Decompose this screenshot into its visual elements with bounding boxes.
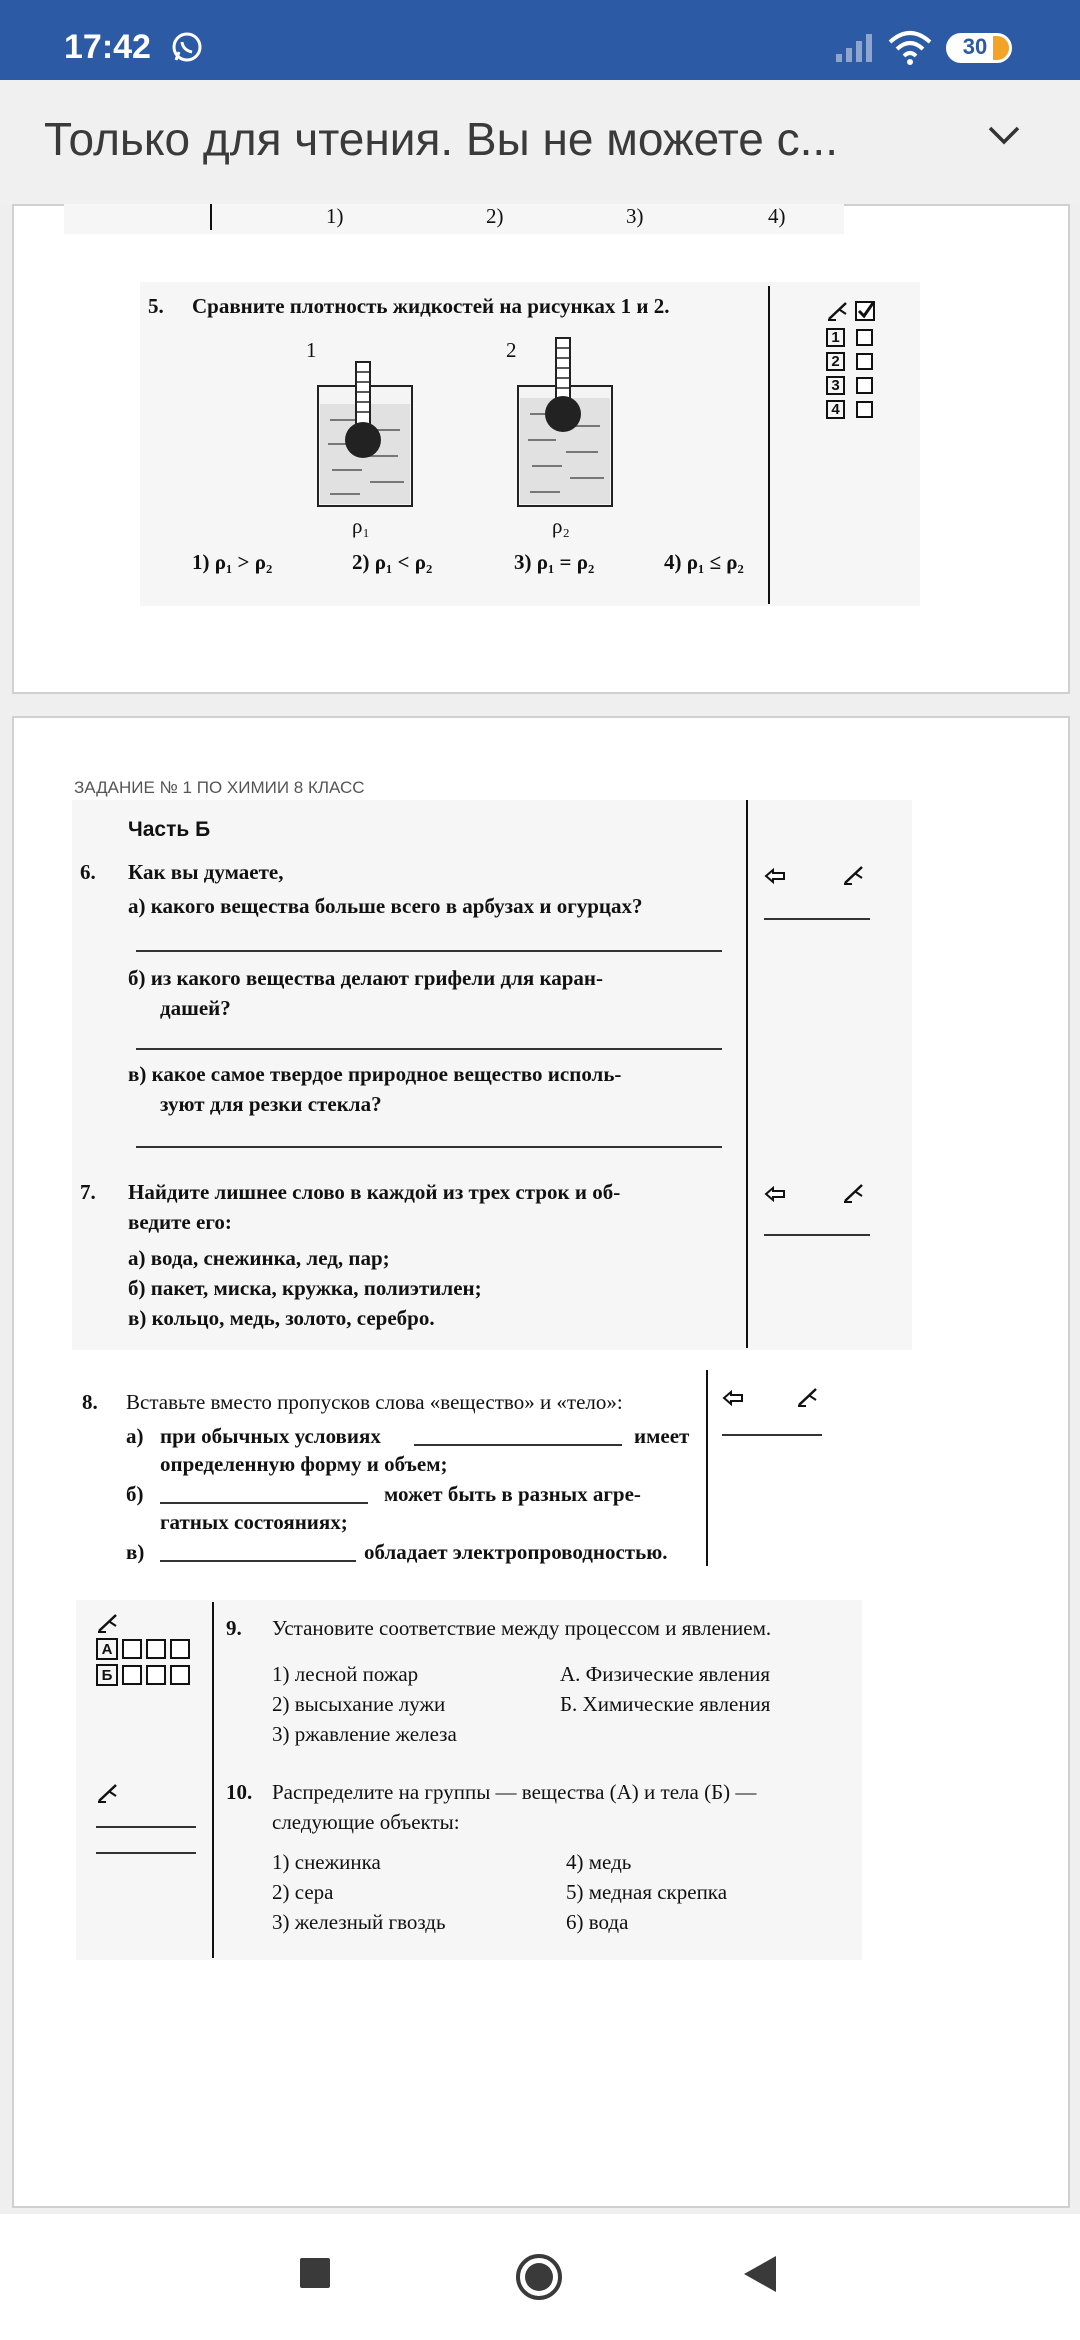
pencil-icon: [796, 1386, 822, 1408]
arrow-left-icon: [764, 868, 786, 884]
q8-a-line1-end: имеет: [634, 1424, 690, 1448]
read-only-banner[interactable]: [0, 80, 1080, 205]
answer-column-divider: [212, 1602, 214, 1958]
q9-number: 9.: [226, 1616, 242, 1640]
q5-text: Сравните плотность жидкостей на рисунках 1 и 2.: [192, 294, 670, 318]
prev-answer-4: 4): [768, 204, 786, 228]
q8-a-label: а): [126, 1424, 144, 1448]
q10-item-6: 6) вода: [566, 1910, 629, 1934]
q6-b-answer-line[interactable]: [136, 1048, 722, 1050]
q7-line1: Найдите лишнее слово в каждой из трех строк и об-: [128, 1180, 621, 1204]
q9-item-3: 3) ржавление железа: [272, 1722, 457, 1746]
match-row-label-b: Б: [96, 1664, 118, 1686]
prev-answer-1: 1): [326, 204, 344, 228]
answer-column-divider: [768, 286, 770, 604]
answer-number-1: 1: [826, 328, 845, 347]
q10-item-5: 5) медная скрепка: [566, 1880, 728, 1904]
figure-2-label: 2: [506, 338, 517, 362]
q6-c-answer-line[interactable]: [136, 1146, 722, 1148]
figure-1-label: 1: [306, 338, 317, 362]
navigation-bar: [0, 2214, 1080, 2340]
q7-number: 7.: [80, 1180, 96, 1204]
q7-b: б) пакет, миска, кружка, полиэтилен;: [128, 1276, 482, 1300]
q6-number: 6.: [80, 860, 96, 884]
pencil-icon: [826, 300, 852, 322]
answer-column-divider: [746, 800, 748, 1348]
q7-a: а) вода, снежинка, лед, пар;: [128, 1246, 390, 1270]
q5-option-4: 4) ρ₁ ≤ ρ₂: [664, 550, 744, 574]
q8-b-line1-end: может быть в разных агре-: [384, 1482, 641, 1506]
battery-level: 30: [962, 34, 988, 59]
q8-b-line2: гатных состояниях;: [160, 1510, 348, 1534]
q8-a-line2: определенную форму и объем;: [160, 1452, 448, 1476]
match-cell[interactable]: [146, 1639, 166, 1659]
pencil-icon: [842, 1182, 868, 1204]
q10-line1: Распределите на группы — вещества (А) и тела (Б) —: [272, 1780, 757, 1804]
q10-answer-line-a[interactable]: [96, 1826, 196, 1828]
q10-item-1: 1) снежинка: [272, 1850, 381, 1874]
q8-number: 8.: [82, 1390, 98, 1414]
q7-score-line[interactable]: [764, 1234, 870, 1236]
answer-box-2[interactable]: [856, 353, 873, 370]
match-cell[interactable]: [122, 1639, 142, 1659]
pencil-icon: [96, 1782, 122, 1804]
signal-icon: [834, 32, 876, 64]
rho-2-label: ρ₂: [552, 514, 570, 538]
wifi-icon: [888, 30, 932, 66]
q7-c: в) кольцо, медь, золото, серебро.: [128, 1306, 435, 1330]
match-row-label-a: А: [96, 1638, 118, 1660]
q6-text: Как вы думаете,: [128, 860, 284, 884]
stop-square-icon[interactable]: [298, 2256, 332, 2290]
q8-c-blank[interactable]: [160, 1560, 356, 1562]
q6-c-line1: в) какое самое твердое природное вещество исполь-: [128, 1062, 622, 1086]
rho-1-label: ρ₁: [352, 514, 370, 538]
q8-text: Вставьте вместо пропусков слова «вещество» и «тело»:: [126, 1390, 623, 1414]
q10-answer-line-b[interactable]: [96, 1852, 196, 1854]
checkbox-icon: [854, 300, 876, 322]
battery-icon: [946, 33, 1012, 63]
q8-b-blank[interactable]: [160, 1502, 368, 1504]
prev-answer-2: 2): [486, 204, 504, 228]
back-triangle-icon[interactable]: [742, 2254, 778, 2294]
pencil-icon: [96, 1612, 122, 1634]
answer-box-3[interactable]: [856, 377, 873, 394]
scan-fragment: [64, 204, 844, 234]
q5-number: 5.: [148, 294, 164, 318]
q5-option-3: 3) ρ₁ = ρ₂: [514, 550, 595, 574]
q10-item-2: 2) сера: [272, 1880, 334, 1904]
part-title: Часть Б: [128, 818, 211, 841]
q7-line2: ведите его:: [128, 1210, 232, 1234]
q5-option-1: 1) ρ₁ > ρ₂: [192, 550, 273, 574]
divider: [210, 204, 212, 230]
q9-item-1: 1) лесной пожар: [272, 1662, 419, 1686]
q6-a-answer-line[interactable]: [136, 950, 722, 952]
arrow-left-icon: [764, 1186, 786, 1202]
match-cell[interactable]: [122, 1665, 142, 1685]
page-header: ЗАДАНИЕ № 1 ПО ХИМИИ 8 КЛАСС: [74, 778, 365, 797]
arrow-left-icon: [722, 1390, 744, 1406]
q5-option-2: 2) ρ₁ < ρ₂: [352, 550, 433, 574]
q8-score-line[interactable]: [722, 1434, 822, 1436]
match-cell[interactable]: [146, 1665, 166, 1685]
chevron-down-icon[interactable]: [986, 124, 1022, 148]
beaker-2-figure: [500, 336, 640, 510]
q10-line2: следующие объекты:: [272, 1810, 460, 1834]
home-circle-icon[interactable]: [514, 2252, 564, 2302]
q8-c-end: обладает электропроводностью.: [364, 1540, 668, 1564]
beaker-1-figure: [300, 360, 440, 510]
prev-answer-3: 3): [626, 204, 644, 228]
read-only-text: Только для чтения. Вы не можете с...: [44, 113, 838, 165]
match-cell[interactable]: [170, 1665, 190, 1685]
answer-number-4: 4: [826, 400, 845, 419]
answer-box-1[interactable]: [856, 329, 873, 346]
q8-a-line1: при обычных условиях: [160, 1424, 381, 1448]
match-cell[interactable]: [170, 1639, 190, 1659]
q6-c-line2: зуют для резки стекла?: [160, 1092, 382, 1116]
q9-item-2: 2) высыхание лужи: [272, 1692, 446, 1716]
answer-number-2: 2: [826, 352, 845, 371]
q10-number: 10.: [226, 1780, 253, 1804]
q8-a-blank[interactable]: [414, 1444, 622, 1446]
answer-column-divider: [706, 1370, 708, 1566]
status-bar: [0, 0, 1080, 80]
q6-b-line1: б) из какого вещества делают грифели для каран-: [128, 966, 604, 990]
q9-category-b: Б. Химические явления: [560, 1692, 771, 1716]
q9-text: Установите соответствие между процессом и явлением.: [272, 1616, 772, 1640]
answer-box-4[interactable]: [856, 401, 873, 418]
status-time: 17:42: [64, 28, 151, 66]
q9-category-a: А. Физические явления: [560, 1662, 770, 1686]
q8-c-label: в): [126, 1540, 145, 1564]
q8-b-label: б): [126, 1482, 144, 1506]
pencil-icon: [842, 864, 868, 886]
q10-item-3: 3) железный гвоздь: [272, 1910, 446, 1934]
q6-score-line[interactable]: [764, 918, 870, 920]
answer-number-3: 3: [826, 376, 845, 395]
q6-a: а) какого вещества больше всего в арбузах и огурцах?: [128, 894, 643, 918]
whatsapp-icon: [170, 30, 204, 64]
q10-item-4: 4) медь: [566, 1850, 632, 1874]
q6-b-line2: дашей?: [160, 996, 231, 1020]
